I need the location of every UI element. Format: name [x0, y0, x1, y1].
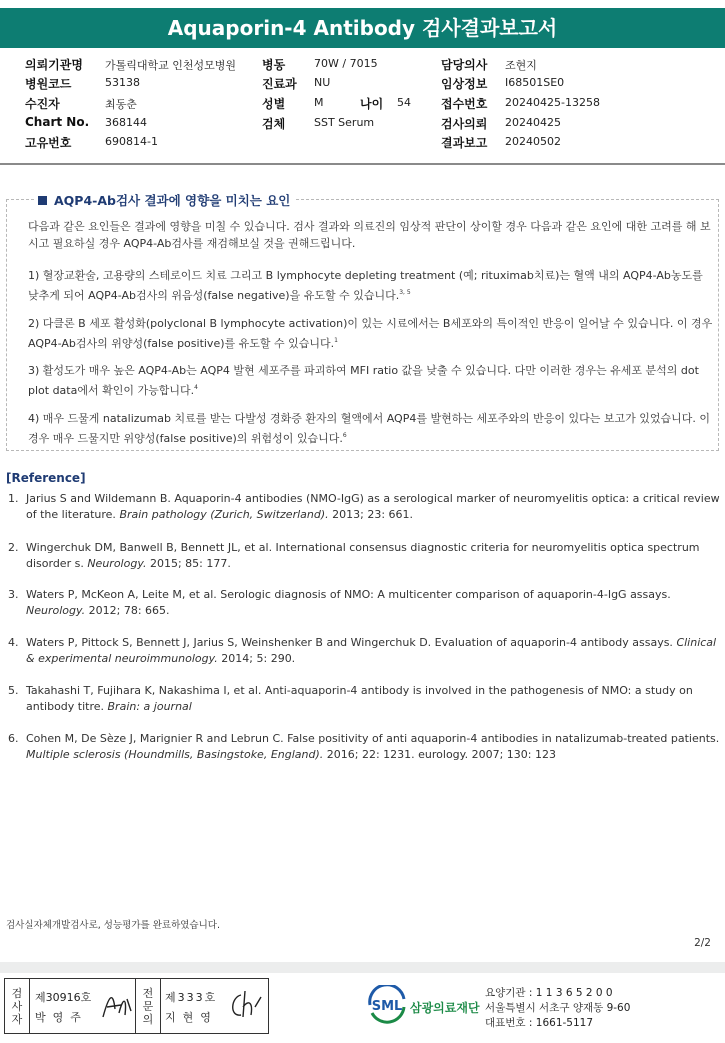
- receipt-value: 20240425-13258: [505, 96, 600, 109]
- signer2-name: 지현영: [165, 1011, 218, 1024]
- chart-no-label: Chart No.: [25, 115, 90, 129]
- sex-label: 성별: [262, 97, 286, 111]
- age-label: 나이: [360, 97, 384, 111]
- header-divider: [0, 163, 725, 165]
- divider: [135, 979, 136, 1033]
- patient-info-block: [0, 54, 725, 152]
- signer2-label: 전 문 의: [142, 987, 154, 1026]
- reference-item: 3. Waters P, McKeon A, Leite M, et al. Serologic diagnosis of NMO: A multicenter comparison of aquaporin-4-IgG assays. Neurology. 2012; 78: 665.: [8, 588, 671, 617]
- factors-title-text: AQP4-Ab검사 결과에 영향을 미치는 요인: [54, 193, 291, 208]
- org-code: 요양기관 : 1 1 3 6 5 2 0 0: [485, 987, 613, 999]
- signer2-license: 제333호: [165, 991, 218, 1004]
- hospital-code-label: 병원코드: [25, 77, 72, 91]
- doctor-value: 조현지: [505, 59, 537, 72]
- institution-label: 의뢰기관명: [25, 58, 83, 72]
- unique-no-value: 690814-1: [105, 135, 158, 148]
- dept-value: NU: [314, 76, 331, 89]
- footer-note: 검사실자체개발검사로, 성능평가를 완료하였습니다.: [6, 920, 220, 931]
- age-value: 54: [397, 96, 411, 109]
- sex-value: M: [314, 96, 324, 109]
- reference-title: [Reference]: [6, 471, 86, 485]
- specimen-value: SST Serum: [314, 116, 375, 129]
- signer1-label: 검 사 자: [11, 987, 23, 1026]
- report-title: Aquaporin-4 Antibody 검사결과보고서: [0, 8, 725, 48]
- ward-label: 병동: [262, 58, 286, 72]
- clinical-info-label: 임상정보: [441, 77, 488, 91]
- patient-value: 최동춘: [105, 98, 137, 111]
- factor-item-1: 1) 혈장교환술, 고용량의 스테로이드 치료 그리고 B lymphocyte depleting treatment (예; rituximab치료)는 혈액 내의 AQP4-Ab농도를 낮추게 되어 AQP4-Ab검사의 위음성(false negative)을 유도할 수 있습니다.$^{3, 5}$: [28, 269, 703, 302]
- dept-label: 진료과: [262, 77, 297, 91]
- square-bullet-icon: [38, 196, 47, 205]
- factor-item-2: 2) 다클론 B 세포 활성화(polyclonal B lymphocyte activation)이 있는 시료에서는 B세포와의 특이적인 반응이 일어날 수 있습니다. 이 경우 AQP4-Ab검사의 위양성(false positive)를 유도할 수 있습니다.$^1$: [28, 317, 713, 350]
- divider: [29, 979, 30, 1033]
- factors-intro: 다음과 같은 요인들은 결과에 영향을 미칠 수 있습니다. 검사 결과와 의료진의 임상적 판단이 상이할 경우 다음과 같은 요인에 대한 고려를 해 보시고 필요하실 경우 AQP4-Ab검사를 재검해보실 것을 권해드립니다.: [28, 220, 711, 250]
- patient-label: 수진자: [25, 97, 60, 111]
- sml-logo-name: 삼광의료재단: [410, 1001, 480, 1015]
- reference-item: 1. Jarius S and Wildemann B. Aquaporin-4 antibodies (NMO-IgG) as a serological marker of neuromyelitis optica: a critical review of the literature. Brain pathology (Zurich, Switzerland). 2013; 23: 661.: [8, 492, 720, 521]
- specimen-label: 검체: [262, 117, 286, 131]
- doctor-label: 담당의사: [441, 58, 488, 72]
- signature-box: [4, 978, 269, 1034]
- reference-item: 5. Takahashi T, Fujihara K, Nakashima I, et al. Anti-aquaporin-4 antibody is involved in the pathogenesis of NMO: a study on antibody titre. Brain: a journal: [8, 684, 693, 713]
- footer-band: [0, 962, 725, 973]
- chart-no-value: 368144: [105, 116, 147, 129]
- factors-section-title: [34, 191, 294, 209]
- clinical-info-value: I68501SE0: [505, 76, 565, 89]
- factor-item-3: 3) 활성도가 매우 높은 AQP4-Ab는 AQP4 발현 세포주를 파괴하여 MFI ratio 값을 낮출 수 있습니다. 다만 이러한 경우는 유세포 분석의 dot plot data에서 확인이 가능합니다.$^4$: [28, 364, 699, 397]
- signer1-signature: [99, 987, 135, 1023]
- org-address: 서울특별시 서초구 양재동 9-60: [485, 1002, 631, 1014]
- signer1-license: 제30916호: [35, 991, 92, 1004]
- reference-item: 6. Cohen M, De Sèze J, Marignier R and Lebrun C. False positivity of anti aquaporin-4 antibodies in natalizumab-treated patients. Multiple sclerosis (Houndmills, Basingstoke, England). 2016; 22: 1231. eurology. 2007; 130: 123: [8, 732, 720, 761]
- request-date-value: 20240425: [505, 116, 561, 129]
- reference-item: 2. Wingerchuk DM, Banwell B, Bennett JL, et al. International consensus diagnostic criteria for neuromyelitis optica spectrum disorder s. Neurology. 2015; 85: 177.: [8, 541, 700, 570]
- page-number: 2/2: [694, 937, 711, 949]
- unique-no-label: 고유번호: [25, 136, 72, 150]
- reference-item: 4. Waters P, Pittock S, Bennett J, Jarius S, Weinshenker B and Wingerchuk D. Evaluation of aquaporin-4 antibody assays. Clinical & experimental neuroimmunology. 2014; 5: 290.: [8, 636, 717, 665]
- hospital-code-value: 53138: [105, 76, 140, 89]
- institution-value: 가톨릭대학교 인천성모병원: [105, 59, 237, 72]
- sml-logo-mark: SML: [371, 999, 403, 1014]
- organization-info: [485, 986, 630, 1031]
- factor-item-4: 4) 매우 드물게 natalizumab 치료를 받는 다발성 경화증 환자의 혈액에서 AQP4를 발현하는 세포주와의 반응이 있다는 보고가 있었습니다. 이 경우 매우 드물지만 위양성(false positive)의 위험성이 있습니다.$^6$: [28, 412, 710, 445]
- org-phone: 대표번호 : 1661-5117: [485, 1017, 594, 1029]
- sml-logo: [366, 985, 408, 1029]
- request-date-label: 검사의뢰: [441, 117, 488, 131]
- signer2-signature: [227, 989, 265, 1023]
- signer1-name: 박영주: [35, 1011, 88, 1024]
- report-date-label: 결과보고: [441, 136, 488, 150]
- sml-logo-icon: [366, 985, 408, 1025]
- report-date-value: 20240502: [505, 135, 561, 148]
- ward-value: 70W / 7015: [314, 57, 378, 70]
- divider: [160, 979, 161, 1033]
- receipt-label: 접수번호: [441, 97, 488, 111]
